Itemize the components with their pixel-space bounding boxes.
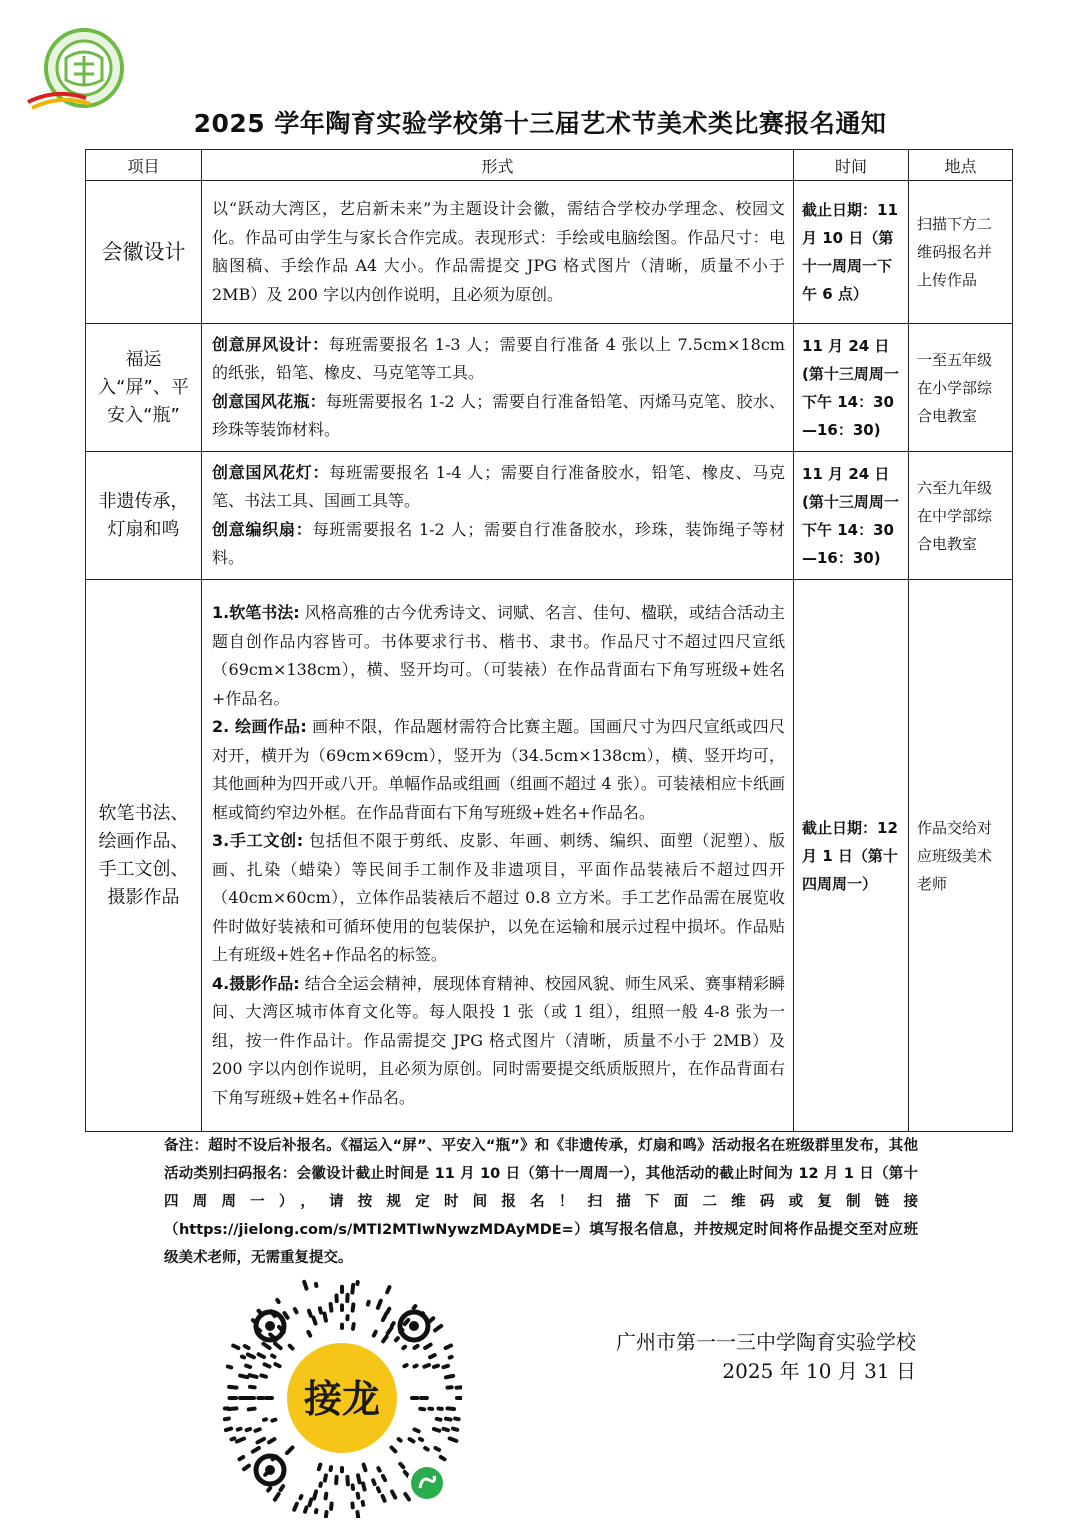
form-paragraph: 创意屏风设计：每班需要报名 1-3 人；需要自行准备 4 张以上 7.5cm×18cm 的纸张，铅笔、橡皮、马克笔等工具。	[212, 334, 785, 382]
row-place: 扫描下方二维码报名并上传作品	[909, 181, 1013, 324]
mini-program-icon	[411, 1467, 443, 1499]
row-form	[202, 181, 794, 324]
school-logo	[26, 28, 132, 112]
qr-code[interactable]	[222, 1278, 462, 1518]
qr-center-label: 接龙	[303, 1377, 381, 1421]
form-paragraph: 4.摄影作品: 结合全运会精神，展现体育精神、校园风貌、师生风采、赛事精彩瞬间、大湾区城市体育文化等。每人限投 1 张（或 1 组），组照一般 4-8 张为一组，按一件作品计。作品需提交 JPG 格式图片（清晰，质量不小于 2MB）及 200 字以内创作说明，且必须为原创。同时需要提交纸质版照片，在作品背面右下角写班级+姓名+作品名。	[212, 973, 785, 1107]
table-row	[86, 580, 1013, 1132]
table-row	[86, 452, 1013, 580]
row-time: 11 月 24 日(第十三周周一下午 14：30—16：30)	[794, 324, 909, 452]
row-item: 会徽设计	[86, 181, 202, 324]
notice-table	[85, 149, 1013, 1132]
row-form	[202, 324, 794, 452]
row-item: 福运入“屏”、平安入“瓶”	[86, 324, 202, 452]
form-paragraph: 以“跃动大湾区，艺启新未来”为主题设计会徽，需结合学校办学理念、校园文化。作品可由学生与家长合作完成。表现形式：手绘或电脑绘图。作品尺寸：电脑图稿、手绘作品 A4 大小。作品需提交 JPG 格式图片（清晰，质量不小于 2MB）及 200 字以内创作说明，且必须为原创。	[212, 199, 785, 304]
row-place: 六至九年级在中学部综合电教室	[909, 452, 1013, 580]
row-time: 截止日期：11 月 10 日（第十一周周一下午 6 点）	[794, 181, 909, 324]
form-paragraph: 3.手工文创: 包括但不限于剪纸、皮影、年画、刺绣、编织、面塑（泥塑）、版画、扎染（蜡染）等民间手工制作及非遗项目，平面作品装裱后不超过四开（40cm×60cm），立体作品装裱后不超过 0.8 立方米。手工艺作品需在展览收件时做好装裱和可循环使用的包装保护，以免在运输和展示过程中损坏。作品贴上有班级+姓名+作品名的标签。	[212, 831, 785, 964]
sign-org: 广州市第一一三中学陶育实验学校	[616, 1330, 916, 1354]
sign-date: 2025 年 10 月 31 日	[722, 1359, 916, 1383]
header-form: 形式	[202, 150, 794, 181]
form-paragraph: 2. 绘画作品: 画种不限，作品题材需符合比赛主题。国画尺寸为四尺宣纸或四尺对开，横开为（69cm×69cm），竖开为（34.5cm×138cm），横、竖开均可，其他画种为四开或八开。单幅作品或组画（组画不超过 4 张）。可装裱相应卡纸画框或简约窄边外框。在作品背面右下角写班级+姓名+作品名。	[212, 717, 785, 822]
row-time: 11 月 24 日(第十三周周一下午 14：30—16：30)	[794, 452, 909, 580]
header-time: 时间	[794, 150, 909, 181]
row-form	[202, 580, 794, 1132]
row-form	[202, 452, 794, 580]
page-title: 2025 学年陶育实验学校第十三届艺术节美术类比赛报名通知	[193, 109, 887, 138]
table-header-row	[86, 150, 1013, 181]
header-item: 项目	[86, 150, 202, 181]
signature-block	[616, 1328, 916, 1386]
table-row	[86, 324, 1013, 452]
form-paragraph: 创意国风花瓶：每班需要报名 1-2 人；需要自行准备铅笔、丙烯马克笔、胶水、珍珠等装饰材料。	[212, 391, 785, 439]
row-time: 截止日期：12 月 1 日（第十四周周一）	[794, 580, 909, 1132]
form-paragraph: 1.软笔书法: 风格高雅的古今优秀诗文、词赋、名言、佳句、楹联，或结合活动主题自创作品内容皆可。书体要求行书、楷书、隶书。作品尺寸不超过四尺宣纸（69cm×138cm），横、竖开均可。（可装裱）在作品背面右下角写班级+姓名+作品名。	[212, 603, 785, 708]
row-place: 一至五年级在小学部综合电教室	[909, 324, 1013, 452]
row-item: 非遗传承，灯扇和鸣	[86, 452, 202, 580]
table-row	[86, 181, 1013, 324]
row-item: 软笔书法、绘画作品、手工文创、摄影作品	[86, 580, 202, 1132]
row-place: 作品交给对应班级美术老师	[909, 580, 1013, 1132]
remark-note: 备注：超时不设后补报名。《福运入“屏”、平安入“瓶”》和《非遗传承，灯扇和鸣》活动报名在班级群里发布，其他活动类别扫码报名：会徽设计截止时间是 11 月 10 日（第十一周周一），其他活动的截止时间为 12 月 1 日（第十四周周一），请按规定时间报名！扫描下面二维码或复制链接（https://jielong.com/s/MTI2MTIwNywzMDAyMDE=）填写报名信息，并按规定时间将作品提交至对应班级美术老师，无需重复提交。	[164, 1138, 918, 1266]
header-place: 地点	[909, 150, 1013, 181]
form-paragraph: 创意国风花灯：每班需要报名 1-4 人；需要自行准备胶水，铅笔、橡皮、马克笔、书法工具、国画工具等。	[212, 462, 785, 510]
form-paragraph: 创意编织扇：每班需要报名 1-2 人；需要自行准备胶水，珍珠，装饰绳子等材料。	[212, 519, 785, 567]
